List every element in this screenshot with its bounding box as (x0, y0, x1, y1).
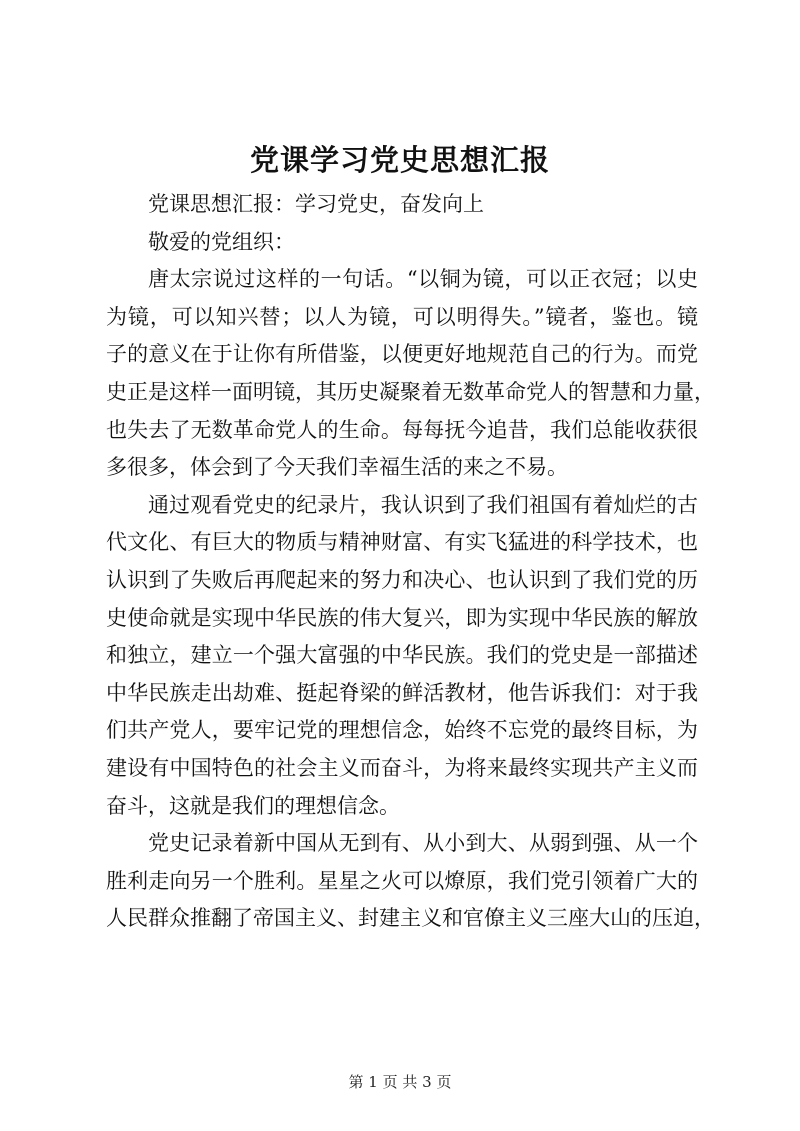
paragraph-line: 史使命就是实现中华民族的伟大复兴，即为实现中华民族的解放 (106, 605, 698, 630)
document-body (106, 186, 715, 938)
paragraph-line: 史正是这样一面明镜，其历史凝聚着无数革命党人的智慧和力量， (106, 379, 715, 404)
paragraph-line: 代文化、有巨大的物质与精神财富、有实飞猛进的科学技术，也 (106, 530, 698, 555)
document-title: 党课学习党史思想汇报 (249, 143, 550, 177)
paragraph-line: 通过观看党史的纪录片，我认识到了我们祖国有着灿烂的古 (148, 492, 698, 517)
paragraph-line: 唐太宗说过这样的一句话。“以铜为镜，可以正衣冠；以史 (148, 267, 698, 292)
page-footer (0, 1071, 800, 1093)
paragraph-line: 认识到了失败后再爬起来的努力和决心、也认识到了我们党的历 (106, 567, 698, 592)
paragraph-line: 胜利走向另一个胜利。星星之火可以燎原，我们党引领着广大的 (106, 868, 698, 893)
paragraph-line: 为镜，可以知兴替；以人为镜，可以明得失。”镜者，鉴也。镜 (106, 304, 698, 329)
paragraph-line: 人民群众推翻了帝国主义、封建主义和官僚主义三座大山的压迫， (106, 906, 715, 931)
paragraph-line: 子的意义在于让你有所借鉴，以便更好地规范自己的行为。而党 (106, 342, 698, 367)
paragraph-line: 党史记录着新中国从无到有、从小到大、从弱到强、从一个 (148, 831, 698, 856)
page-number-label: 第 1 页 共 3 页 (348, 1073, 452, 1091)
subtitle-line: 党课思想汇报：学习党史，奋发向上 (148, 192, 484, 216)
paragraph-line: 和独立，建立一个强大富强的中华民族。我们的党史是一部描述 (106, 643, 698, 668)
paragraph-line: 奋斗，这就是我们的理想信念。 (106, 793, 400, 818)
salutation-line: 敬爱的党组织： (148, 229, 295, 254)
paragraph-line: 们共产党人，要牢记党的理想信念，始终不忘党的最终目标，为 (106, 718, 698, 743)
paragraph-line: 也失去了无数革命党人的生命。每每抚今追昔，我们总能收获很 (106, 417, 698, 442)
paragraph-line: 多很多，体会到了今天我们幸福生活的来之不易。 (106, 455, 568, 480)
paragraph-line: 中华民族走出劫难、挺起脊梁的鲜活教材，他告诉我们：对于我 (106, 680, 698, 705)
paragraph-line: 建设有中国特色的社会主义而奋斗，为将来最终实现共产主义而 (106, 755, 698, 780)
